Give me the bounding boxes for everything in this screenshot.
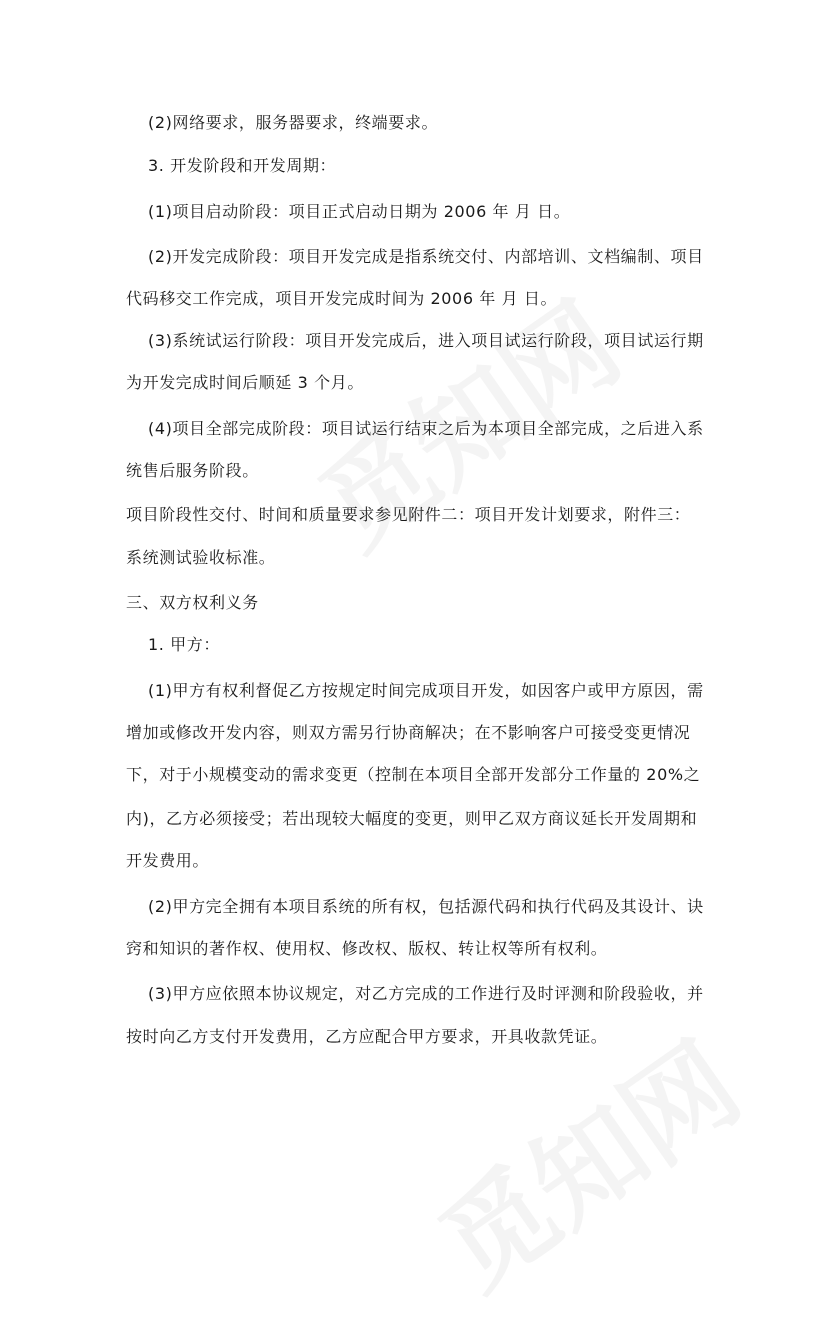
paragraph-line: 代码移交工作完成，项目开发完成时间为 2006 年 月 日。 <box>126 289 558 308</box>
paragraph-line: 开发费用。 <box>126 851 210 870</box>
paragraph-line: 下，对于小规模变动的需求变更（控制在本项目全部开发部分工作量的 20%之 <box>126 765 701 784</box>
paragraph-line: (1)甲方有权利督促乙方按规定时间完成项目开发，如因客户或甲方原因，需 <box>148 681 704 700</box>
paragraph-line: 增加或修改开发内容，则双方需另行协商解决；在不影响客户可接受变更情况 <box>126 723 691 742</box>
paragraph-line: 3. 开发阶段和开发周期： <box>148 156 337 175</box>
paragraph-line: 1. 甲方： <box>148 635 220 654</box>
paragraph-line: 统售后服务阶段。 <box>126 461 259 480</box>
paragraph-line: 内)，乙方必须接受；若出现较大幅度的变更，则甲乙双方商议延长开发周期和 <box>126 809 698 828</box>
section-heading: 三、双方权利义务 <box>126 593 259 612</box>
paragraph-line: (2)甲方完全拥有本项目系统的所有权，包括源代码和执行代码及其设计、诀 <box>148 897 704 916</box>
paragraph-line: 按时向乙方支付开发费用，乙方应配合甲方要求，开具收款凭证。 <box>126 1027 608 1046</box>
paragraph-line: 系统测试验收标准。 <box>126 548 276 567</box>
paragraph-line: (3)系统试运行阶段：项目开发完成后，进入项目试运行阶段，项目试运行期 <box>148 331 704 350</box>
paragraph-line: 窍和知识的著作权、使用权、修改权、版权、转让权等所有权利。 <box>126 939 608 958</box>
paragraph-line: (4)项目全部完成阶段：项目试运行结束之后为本项目全部完成，之后进入系 <box>148 419 704 438</box>
paragraph-line: (2)开发完成阶段：项目开发完成是指系统交付、内部培训、文档编制、项目 <box>148 247 704 266</box>
paragraph-line: (2)网络要求，服务器要求，终端要求。 <box>148 113 439 132</box>
paragraph-line: 项目阶段性交付、时间和质量要求参见附件二：项目开发计划要求，附件三： <box>126 505 691 524</box>
paragraph-line: (3)甲方应依照本协议规定，对乙方完成的工作进行及时评测和阶段验收，并 <box>148 984 704 1003</box>
paragraph-line: 为开发完成时间后顺延 3 个月。 <box>126 373 364 392</box>
paragraph-line: (1)项目启动阶段：项目正式启动日期为 2006 年 月 日。 <box>148 202 571 221</box>
